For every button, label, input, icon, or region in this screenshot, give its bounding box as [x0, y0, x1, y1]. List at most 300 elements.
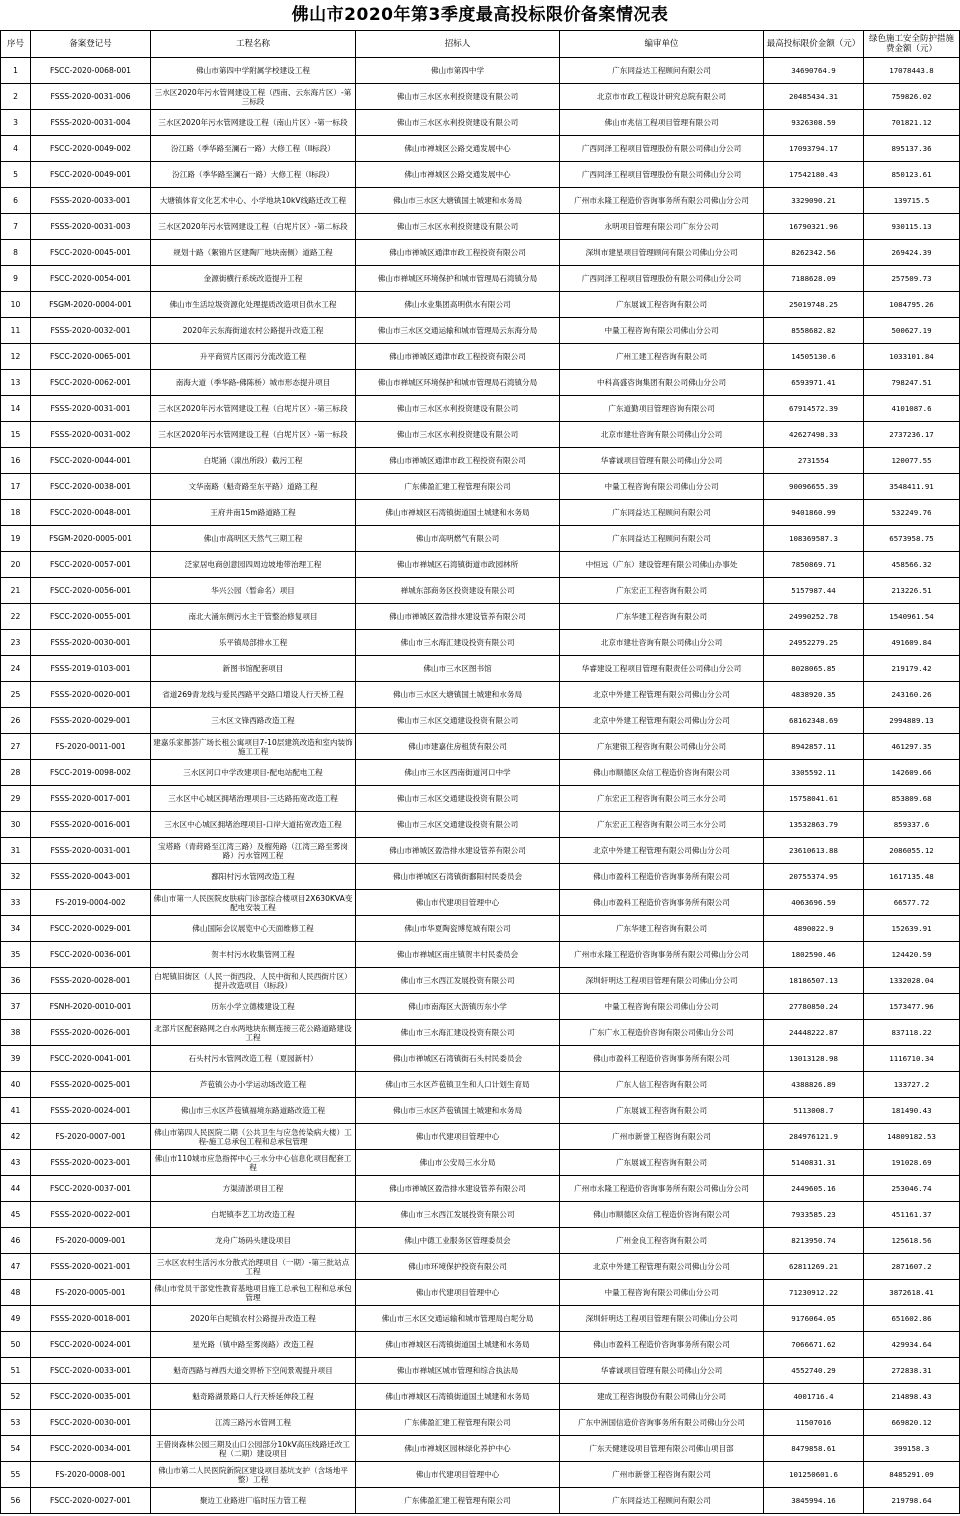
col-project-name-cell: 王借岗森林公园三期及山口公园部分10kV高压线路迁改工程（二期）建设项目 — [151, 1436, 356, 1462]
col-max-price-cell: 14505130.6 — [764, 344, 864, 370]
col-project-name-cell: 北部片区配套路网之白水两地块东侧连接三花公路道路建设工程 — [151, 1020, 356, 1046]
col-registration-no-cell: FSCC-2020-0049-002 — [31, 136, 151, 162]
col-compiler-cell: 广东同益达工程顾问有限公司 — [560, 58, 764, 84]
col-safety-fee-cell: 142609.66 — [864, 760, 960, 786]
col-safety-fee-cell: 2086055.12 — [864, 838, 960, 864]
col-safety-fee-cell: 500627.19 — [864, 318, 960, 344]
col-tenderer-cell: 佛山市禅城区公路交通发展中心 — [356, 162, 560, 188]
col-safety-fee-cell: 257509.73 — [864, 266, 960, 292]
col-max-price-cell: 5113008.7 — [764, 1098, 864, 1124]
col-tenderer-cell: 佛山市三水区西南街道河口中学 — [356, 760, 560, 786]
col-index-cell: 38 — [1, 1020, 31, 1046]
col-project-name-cell: 龙舟广场码头建设项目 — [151, 1228, 356, 1254]
table-row — [1, 240, 960, 266]
col-registration-no-cell: FSCC-2020-0049-001 — [31, 162, 151, 188]
col-project-name-cell: 佛山市第四人民医院二期（公共卫生与应急传染病大楼）工程-施工总承包工程和总承包管理 — [151, 1124, 356, 1150]
col-max-price-cell: 24448222.87 — [764, 1020, 864, 1046]
col-project-name-cell: 佛山市第二人民医院新院区建设项目基坑支护（含场地平整）工程 — [151, 1462, 356, 1488]
col-registration-no-cell: FSCC-2020-0065-001 — [31, 344, 151, 370]
col-compiler-cell: 广东天健建设项目管理有限公司佛山项目部 — [560, 1436, 764, 1462]
col-safety-fee-cell: 930115.13 — [864, 214, 960, 240]
col-index-cell: 25 — [1, 682, 31, 708]
col-project-name-cell: 芦苞镇公办小学运动场改造工程 — [151, 1072, 356, 1098]
col-registration-no-cell: FSCC-2020-0033-001 — [31, 1358, 151, 1384]
col-index-cell: 18 — [1, 500, 31, 526]
col-project-name-cell: 三水区2020年污水管网建设工程（白坭片区）-第三标段 — [151, 396, 356, 422]
col-registration-no-cell: FSCC-2020-0048-001 — [31, 500, 151, 526]
col-max-price-cell: 7933585.23 — [764, 1202, 864, 1228]
col-safety-fee-cell: 3548411.91 — [864, 474, 960, 500]
col-tenderer-cell: 禅城东部商务区投资建设有限公司 — [356, 578, 560, 604]
col-index-cell: 51 — [1, 1358, 31, 1384]
col-safety-fee-cell: 272838.31 — [864, 1358, 960, 1384]
col-compiler-cell: 佛山市兆信工程项目管理有限公司 — [560, 110, 764, 136]
col-compiler-cell: 北京中外建工程管理有限公司佛山分公司 — [560, 1254, 764, 1280]
col-tenderer-cell: 佛山市禅城区石湾镇街道国土城建和水务局 — [356, 1384, 560, 1410]
col-compiler-cell: 北京中外建工程管理有限公司佛山分公司 — [560, 708, 764, 734]
col-registration-no-cell: FSSS-2020-0016-001 — [31, 812, 151, 838]
col-project-name-cell: 泛家居电商创意园四周边坡地带治理工程 — [151, 552, 356, 578]
col-registration-no-cell: FSSS-2020-0031-001 — [31, 838, 151, 864]
col-project-name-cell: 三水区农村生活污水分散式治理项目（一期）-第三批站点工程 — [151, 1254, 356, 1280]
col-compiler-header: 编审单位 — [560, 31, 764, 58]
col-index-cell: 52 — [1, 1384, 31, 1410]
col-project-name-cell: 乐平镇局部排水工程 — [151, 630, 356, 656]
col-registration-no-cell: FSCC-2020-0055-001 — [31, 604, 151, 630]
col-tenderer-cell: 佛山市三水海汇建设投资有限公司 — [356, 630, 560, 656]
col-compiler-cell: 中科高盛咨询集团有限公司佛山分公司 — [560, 370, 764, 396]
col-compiler-cell: 佛山市盈科工程造价咨询事务所有限公司 — [560, 890, 764, 916]
col-registration-no-cell: FSSS-2020-0032-001 — [31, 318, 151, 344]
col-max-price-cell: 4838920.35 — [764, 682, 864, 708]
col-max-price-cell: 2449605.16 — [764, 1176, 864, 1202]
col-tenderer-cell: 广东佛盈汇建工程管理有限公司 — [356, 1488, 560, 1514]
col-index-cell: 32 — [1, 864, 31, 890]
col-index-cell: 50 — [1, 1332, 31, 1358]
col-registration-no-cell: FSCC-2020-0068-001 — [31, 58, 151, 84]
col-safety-fee-cell: 859337.6 — [864, 812, 960, 838]
table-row — [1, 1150, 960, 1176]
col-registration-no-cell: FSCC-2020-0024-001 — [31, 1332, 151, 1358]
table-row — [1, 136, 960, 162]
col-compiler-cell: 广东广水工程造价咨询有限公司佛山分公司 — [560, 1020, 764, 1046]
col-max-price-cell: 23610613.88 — [764, 838, 864, 864]
col-registration-no-cell: FSCC-2020-0062-001 — [31, 370, 151, 396]
table-row — [1, 1384, 960, 1410]
col-safety-fee-cell: 429934.64 — [864, 1332, 960, 1358]
col-safety-fee-cell: 837118.22 — [864, 1020, 960, 1046]
col-project-name-cell: 魁奇路湖景路口人行天桥延伸段工程 — [151, 1384, 356, 1410]
col-tenderer-cell: 佛山市三水区水利投资建设有限公司 — [356, 110, 560, 136]
col-safety-fee-cell: 8485291.09 — [864, 1462, 960, 1488]
col-index-cell: 31 — [1, 838, 31, 864]
col-registration-no-cell: FSSS-2020-0018-001 — [31, 1306, 151, 1332]
col-registration-no-cell: FSCC-2020-0029-001 — [31, 916, 151, 942]
col-tenderer-cell: 佛山市禅城区石湾镇街道国土城建和水务局 — [356, 1332, 560, 1358]
table-row — [1, 552, 960, 578]
col-max-price-cell: 27780850.24 — [764, 994, 864, 1020]
col-index-cell: 48 — [1, 1280, 31, 1306]
col-project-name-cell: 华兴公园（暂命名）项目 — [151, 578, 356, 604]
col-compiler-cell: 北京中外建工程管理有限公司佛山分公司 — [560, 682, 764, 708]
col-index-cell: 12 — [1, 344, 31, 370]
col-index-cell: 24 — [1, 656, 31, 682]
col-project-name-cell: 规划十路（絮锦片区建陶厂地块南侧）道路工程 — [151, 240, 356, 266]
col-project-name-cell: 佛山市高明区天然气三期工程 — [151, 526, 356, 552]
col-max-price-cell: 16790321.96 — [764, 214, 864, 240]
table-header-row — [1, 31, 960, 58]
col-registration-no-cell: FSCC-2020-0034-001 — [31, 1436, 151, 1462]
table-row — [1, 474, 960, 500]
col-tenderer-cell: 佛山市三水区大塘镇国土城建和水务局 — [356, 188, 560, 214]
col-index-cell: 44 — [1, 1176, 31, 1202]
col-registration-no-cell: FSCC-2020-0035-001 — [31, 1384, 151, 1410]
col-max-price-cell: 68162348.69 — [764, 708, 864, 734]
col-registration-no-cell: FSSS-2020-0031-006 — [31, 84, 151, 110]
col-registration-no-cell: FSSS-2020-0031-004 — [31, 110, 151, 136]
col-index-cell: 2 — [1, 84, 31, 110]
col-tenderer-cell: 佛山市代建项目管理中心 — [356, 1462, 560, 1488]
col-max-price-cell: 1802590.46 — [764, 942, 864, 968]
col-index-cell: 55 — [1, 1462, 31, 1488]
col-index-cell: 1 — [1, 58, 31, 84]
col-safety-fee-cell: 66577.72 — [864, 890, 960, 916]
col-tenderer-cell: 佛山市禅城区南庄镇贺丰村民委员会 — [356, 942, 560, 968]
table-row — [1, 942, 960, 968]
col-registration-no-cell: FSSS-2020-0031-003 — [31, 214, 151, 240]
col-compiler-cell: 深圳轩明达工程项目管理有限公司佛山分公司 — [560, 968, 764, 994]
col-index-cell: 14 — [1, 396, 31, 422]
col-index-cell: 29 — [1, 786, 31, 812]
table-row — [1, 578, 960, 604]
col-tenderer-cell: 佛山市建嘉住房租赁有限公司 — [356, 734, 560, 760]
table-row — [1, 604, 960, 630]
col-safety-fee-cell: 120077.55 — [864, 448, 960, 474]
col-project-name-cell: 南北大涌东侧污水主干管整治修复项目 — [151, 604, 356, 630]
col-compiler-cell: 北京中外建工程管理有限公司佛山分公司 — [560, 838, 764, 864]
table-row — [1, 448, 960, 474]
col-safety-fee-cell: 759826.02 — [864, 84, 960, 110]
col-index-cell: 11 — [1, 318, 31, 344]
col-max-price-cell: 8262342.56 — [764, 240, 864, 266]
col-compiler-cell: 广西同泽工程项目管理股份有限公司佛山分公司 — [560, 266, 764, 292]
col-project-name-cell: 2020年白坭镇农村公路提升改造工程 — [151, 1306, 356, 1332]
col-safety-fee-cell: 219179.42 — [864, 656, 960, 682]
col-tenderer-cell: 佛山市禅城区石湾镇街道市政园林所 — [356, 552, 560, 578]
col-index-cell: 34 — [1, 916, 31, 942]
col-safety-fee-cell: 4101087.6 — [864, 396, 960, 422]
col-compiler-cell: 北京市建壮咨询有限公司佛山分公司 — [560, 630, 764, 656]
col-tenderer-cell: 佛山市华夏陶瓷博览城有限公司 — [356, 916, 560, 942]
col-tenderer-cell: 佛山市代建项目管理中心 — [356, 1280, 560, 1306]
table-row — [1, 162, 960, 188]
col-max-price-cell: 108369587.3 — [764, 526, 864, 552]
table-row — [1, 1046, 960, 1072]
col-max-price-cell: 284976121.9 — [764, 1124, 864, 1150]
col-max-price-cell: 8942857.11 — [764, 734, 864, 760]
col-registration-no-cell: FSSS-2020-0023-001 — [31, 1150, 151, 1176]
col-index-cell: 9 — [1, 266, 31, 292]
table-row — [1, 1488, 960, 1514]
col-max-price-cell: 62811269.21 — [764, 1254, 864, 1280]
table-row — [1, 968, 960, 994]
col-compiler-cell: 佛山市盈科工程造价咨询事务所有限公司 — [560, 864, 764, 890]
col-safety-fee-cell: 532249.76 — [864, 500, 960, 526]
col-project-name-cell: 文华南路（魁奇路至东平路）道路工程 — [151, 474, 356, 500]
col-project-name-cell: 三水区2020年污水管网建设工程（西南、云东海片区）-第三标段 — [151, 84, 356, 110]
col-tenderer-cell: 佛山市第四中学 — [356, 58, 560, 84]
col-index-cell: 53 — [1, 1410, 31, 1436]
col-safety-fee-cell: 14809182.53 — [864, 1124, 960, 1150]
col-compiler-cell: 广州市永隆工程造价咨询事务所有限公司佛山分公司 — [560, 188, 764, 214]
col-compiler-cell: 广东同益达工程顾问有限公司 — [560, 1488, 764, 1514]
col-compiler-cell: 佛山市盈科工程造价咨询事务所有限公司 — [560, 1332, 764, 1358]
col-safety-fee-cell: 798247.51 — [864, 370, 960, 396]
col-index-cell: 6 — [1, 188, 31, 214]
col-registration-no-cell: FSCC-2020-0037-001 — [31, 1176, 151, 1202]
col-index-cell: 28 — [1, 760, 31, 786]
col-compiler-cell: 佛山市盈科工程造价咨询事务所有限公司 — [560, 1046, 764, 1072]
col-tenderer-cell: 佛山市代建项目管理中心 — [356, 890, 560, 916]
col-compiler-cell: 广东宏正工程咨询有限公司三水分公司 — [560, 786, 764, 812]
col-project-name-cell: 聚边工业路进厂临时压力管工程 — [151, 1488, 356, 1514]
col-safety-fee-cell: 491609.84 — [864, 630, 960, 656]
col-safety-fee-cell: 895137.36 — [864, 136, 960, 162]
col-safety-fee-cell: 701821.12 — [864, 110, 960, 136]
col-index-cell: 56 — [1, 1488, 31, 1514]
col-max-price-cell: 15758041.61 — [764, 786, 864, 812]
col-safety-fee-cell: 853809.68 — [864, 786, 960, 812]
col-registration-no-cell: FS-2020-0009-001 — [31, 1228, 151, 1254]
record-table — [0, 30, 960, 1514]
col-project-name-cell: 省道269青龙线与爱民西路平交路口增设人行天桥工程 — [151, 682, 356, 708]
col-registration-no-cell: FS-2020-0005-001 — [31, 1280, 151, 1306]
col-registration-no-cell: FSSS-2020-0024-001 — [31, 1098, 151, 1124]
table-row — [1, 1176, 960, 1202]
col-index-header: 序号 — [1, 31, 31, 58]
table-row — [1, 1436, 960, 1462]
col-registration-no-cell: FSSS-2020-0033-001 — [31, 188, 151, 214]
col-safety-fee-cell: 139715.5 — [864, 188, 960, 214]
col-index-cell: 17 — [1, 474, 31, 500]
col-compiler-cell: 广东华建工程咨询有限公司 — [560, 604, 764, 630]
col-project-name-cell: 三水区2020年污水管网建设工程（白坭片区）-第一标段 — [151, 422, 356, 448]
col-tenderer-cell: 佛山市禅城区盈浩排水建设管养有限公司 — [356, 838, 560, 864]
col-safety-fee-cell: 1573477.96 — [864, 994, 960, 1020]
col-safety-fee-cell: 399158.3 — [864, 1436, 960, 1462]
col-max-price-cell: 4063696.59 — [764, 890, 864, 916]
col-project-name-cell: 宝塔路（青莳路至江湾三路）及榴苑路（江湾三路至雾岗路）污水管网工程 — [151, 838, 356, 864]
col-safety-fee-cell: 269424.39 — [864, 240, 960, 266]
col-max-price-cell: 4388826.89 — [764, 1072, 864, 1098]
col-max-price-cell: 8028065.85 — [764, 656, 864, 682]
col-tenderer-cell: 佛山市三水区图书馆 — [356, 656, 560, 682]
table-row — [1, 84, 960, 110]
col-project-name-cell: 大塘镇体育文化艺术中心、小学地块10kV线路迁改工程 — [151, 188, 356, 214]
col-index-cell: 39 — [1, 1046, 31, 1072]
col-registration-no-cell: FSCC-2020-0027-001 — [31, 1488, 151, 1514]
col-project-name-cell: 三水区2020年污水管网建设工程（南山片区）-第一标段 — [151, 110, 356, 136]
col-safety-fee-cell: 124420.59 — [864, 942, 960, 968]
col-project-name-cell: 汾江路（季华路至澜石一路）大修工程（I标段） — [151, 162, 356, 188]
col-compiler-cell: 广东中洲国信造价咨询事务所有限公司佛山分公司 — [560, 1410, 764, 1436]
col-tenderer-cell: 佛山市三水区水利投资建设有限公司 — [356, 422, 560, 448]
table-row — [1, 266, 960, 292]
col-tenderer-cell: 佛山市禅城区城市管理和综合执法局 — [356, 1358, 560, 1384]
col-compiler-cell: 广东道勤项目管理咨询有限公司 — [560, 396, 764, 422]
col-max-price-cell: 13532863.79 — [764, 812, 864, 838]
col-compiler-cell: 广东建银工程咨询有限公司佛山分公司 — [560, 734, 764, 760]
col-safety-fee-cell: 3872618.41 — [864, 1280, 960, 1306]
col-max-price-cell: 8479858.61 — [764, 1436, 864, 1462]
col-registration-no-cell: FS-2020-0008-001 — [31, 1462, 151, 1488]
col-compiler-cell: 深圳轩明达工程项目管理有限公司佛山分公司 — [560, 1306, 764, 1332]
col-compiler-cell: 广东展诚工程咨询有限公司 — [560, 292, 764, 318]
col-index-cell: 23 — [1, 630, 31, 656]
col-max-price-cell: 67914572.39 — [764, 396, 864, 422]
col-safety-fee-cell: 651602.86 — [864, 1306, 960, 1332]
table-row — [1, 1332, 960, 1358]
col-registration-no-cell: FSCC-2020-0056-001 — [31, 578, 151, 604]
col-index-cell: 36 — [1, 968, 31, 994]
col-registration-no-cell: FSSS-2020-0017-001 — [31, 786, 151, 812]
col-safety-fee-cell: 191028.69 — [864, 1150, 960, 1176]
col-safety-fee-cell: 214898.43 — [864, 1384, 960, 1410]
col-project-name-cell: 新图书馆配套项目 — [151, 656, 356, 682]
col-max-price-cell: 101250601.6 — [764, 1462, 864, 1488]
col-max-price-cell: 8213950.74 — [764, 1228, 864, 1254]
col-index-cell: 40 — [1, 1072, 31, 1098]
col-tenderer-cell: 佛山市三水区交通建设投资有限公司 — [356, 708, 560, 734]
col-safety-fee-cell: 152639.91 — [864, 916, 960, 942]
col-project-name-cell: 佛山市三水区芦苞镇福境东路道路改造工程 — [151, 1098, 356, 1124]
col-index-cell: 5 — [1, 162, 31, 188]
col-project-name-cell: 三水区2020年污水管网建设工程（白坭片区）-第二标段 — [151, 214, 356, 240]
col-max-price-cell: 3305592.11 — [764, 760, 864, 786]
col-tenderer-cell: 佛山市禅城区石湾镇街道国土城建和水务局 — [356, 500, 560, 526]
col-safety-fee-cell: 1084795.26 — [864, 292, 960, 318]
col-tenderer-cell: 佛山市禅城区通津市政工程投资有限公司 — [356, 448, 560, 474]
col-max-price-cell: 2731554 — [764, 448, 864, 474]
table-row — [1, 1124, 960, 1150]
col-tenderer-cell: 佛山市禅城区通津市政工程投资有限公司 — [356, 344, 560, 370]
col-project-name-cell: 佛山市生活垃圾资源化处理提质改造项目供水工程 — [151, 292, 356, 318]
col-registration-no-cell: FSSS-2020-0020-001 — [31, 682, 151, 708]
col-registration-no-cell: FSSS-2020-0025-001 — [31, 1072, 151, 1098]
col-tenderer-cell: 佛山市公安局三水分局 — [356, 1150, 560, 1176]
col-tenderer-cell: 佛山市禅城区盈浩排水建设管养有限公司 — [356, 604, 560, 630]
col-project-name-cell: 鄱阳村污水管网改造工程 — [151, 864, 356, 890]
col-project-name-cell: 贺丰村污水收集管网工程 — [151, 942, 356, 968]
col-compiler-cell: 广东同益达工程顾问有限公司 — [560, 500, 764, 526]
col-compiler-cell: 华睿诚项目管理有限公司佛山分公司 — [560, 448, 764, 474]
col-project-name-cell: 佛山市第四中学附属学校建设工程 — [151, 58, 356, 84]
col-index-cell: 33 — [1, 890, 31, 916]
col-registration-no-cell: FSSS-2020-0026-001 — [31, 1020, 151, 1046]
col-index-cell: 7 — [1, 214, 31, 240]
col-project-name-cell: 王府井南15m路道路工程 — [151, 500, 356, 526]
col-compiler-cell: 佛山市顺德区众信工程造价咨询有限公司 — [560, 760, 764, 786]
col-max-price-cell: 4890022.9 — [764, 916, 864, 942]
col-tenderer-header: 招标人 — [356, 31, 560, 58]
col-project-name-cell: 南海大道（季华路-佛陈桥）城市形态提升项目 — [151, 370, 356, 396]
col-max-price-cell: 5157987.44 — [764, 578, 864, 604]
col-max-price-cell: 9176064.05 — [764, 1306, 864, 1332]
col-max-price-cell: 13013128.98 — [764, 1046, 864, 1072]
col-tenderer-cell: 佛山中德工业服务区管理委员会 — [356, 1228, 560, 1254]
col-project-name-cell: 金源街横行系统改造提升工程 — [151, 266, 356, 292]
col-safety-fee-cell: 243160.26 — [864, 682, 960, 708]
table-row — [1, 214, 960, 240]
col-safety-fee-cell: 669820.12 — [864, 1410, 960, 1436]
col-index-cell: 16 — [1, 448, 31, 474]
col-index-cell: 47 — [1, 1254, 31, 1280]
col-registration-no-cell: FSCC-2020-0054-001 — [31, 266, 151, 292]
table-row — [1, 656, 960, 682]
col-tenderer-cell: 佛山市环境保护投资有限公司 — [356, 1254, 560, 1280]
col-safety-fee-cell: 17078443.8 — [864, 58, 960, 84]
col-compiler-cell: 中量工程咨询有限公司佛山分公司 — [560, 318, 764, 344]
col-tenderer-cell: 佛山市禅城区公路交通发展中心 — [356, 136, 560, 162]
col-project-name-cell: 白坭涌（湶出所段）截污工程 — [151, 448, 356, 474]
col-compiler-cell: 深圳市建星项目管理顾问有限公司佛山分公司 — [560, 240, 764, 266]
col-compiler-cell: 北京市市政工程设计研究总院有限公司 — [560, 84, 764, 110]
col-project-name-cell: 建嘉乐家都荟广场长租公寓项目7-10层建筑改造和室内装饰施工工程 — [151, 734, 356, 760]
col-registration-no-cell: FSCC-2019-0098-002 — [31, 760, 151, 786]
col-project-name-cell: 三水区河口中学改建项目-配电站配电工程 — [151, 760, 356, 786]
col-compiler-cell: 广州金良工程咨询有限公司 — [560, 1228, 764, 1254]
col-tenderer-cell: 佛山市高明燃气有限公司 — [356, 526, 560, 552]
col-project-name-cell: 2020年云东海街道农村公路提升改造工程 — [151, 318, 356, 344]
col-registration-no-cell: FSSS-2020-0031-002 — [31, 422, 151, 448]
table-row — [1, 500, 960, 526]
col-tenderer-cell: 佛山市三水西江发展投资有限公司 — [356, 968, 560, 994]
table-row — [1, 1020, 960, 1046]
col-max-price-cell: 17093794.17 — [764, 136, 864, 162]
table-row — [1, 1254, 960, 1280]
col-registration-no-cell: FSGM-2020-0005-001 — [31, 526, 151, 552]
col-compiler-cell: 建成工程咨询股份有限公司佛山分公司 — [560, 1384, 764, 1410]
table-row — [1, 994, 960, 1020]
col-compiler-cell: 广州市新誉工程咨询有限公司 — [560, 1124, 764, 1150]
col-max-price-cell: 18186507.13 — [764, 968, 864, 994]
col-registration-no-cell: FSSS-2020-0022-001 — [31, 1202, 151, 1228]
col-max-price-cell: 24990252.78 — [764, 604, 864, 630]
col-safety-fee-cell: 1116710.34 — [864, 1046, 960, 1072]
col-max-price-cell: 9326308.59 — [764, 110, 864, 136]
col-max-price-cell: 90096655.39 — [764, 474, 864, 500]
col-registration-no-cell: FS-2020-0011-001 — [31, 734, 151, 760]
col-index-cell: 15 — [1, 422, 31, 448]
table-row — [1, 890, 960, 916]
col-registration-no-cell: FSSS-2020-0043-001 — [31, 864, 151, 890]
col-max-price-cell: 5140831.31 — [764, 1150, 864, 1176]
col-index-cell: 20 — [1, 552, 31, 578]
col-max-price-cell: 7850869.71 — [764, 552, 864, 578]
table-row — [1, 1462, 960, 1488]
table-row — [1, 1358, 960, 1384]
col-max-price-cell: 4552740.29 — [764, 1358, 864, 1384]
col-tenderer-cell: 佛山市三水区交通运输和城市管理局云东海分局 — [356, 318, 560, 344]
col-index-cell: 10 — [1, 292, 31, 318]
col-max-price-cell: 42627498.33 — [764, 422, 864, 448]
col-safety-fee-cell: 253046.74 — [864, 1176, 960, 1202]
col-max-price-cell: 25019748.25 — [764, 292, 864, 318]
col-index-cell: 8 — [1, 240, 31, 266]
col-tenderer-cell: 佛山市三水区交通运输和城市管理局白坭分局 — [356, 1306, 560, 1332]
col-index-cell: 13 — [1, 370, 31, 396]
col-max-price-cell: 3329090.21 — [764, 188, 864, 214]
